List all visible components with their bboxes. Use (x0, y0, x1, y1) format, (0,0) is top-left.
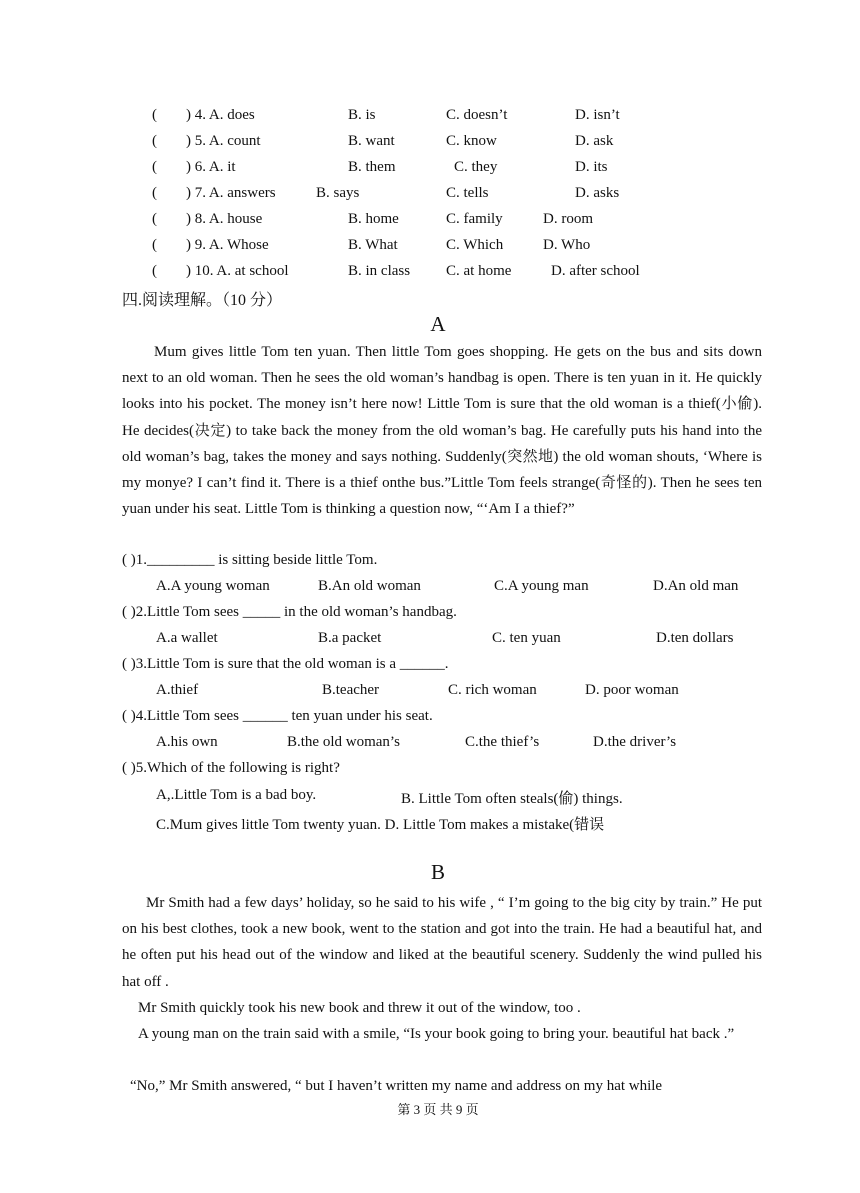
answer-paren: ( (152, 133, 157, 149)
option-c: C. they (454, 159, 498, 175)
option-b: B. want (348, 133, 395, 149)
option-d: D. isn’t (575, 107, 620, 123)
question-option: C.A young man (494, 578, 589, 594)
question-option: D.An old man (653, 578, 739, 594)
option-c: C. at home (446, 263, 512, 279)
question-option: B.the old woman’s (287, 734, 400, 750)
section-heading: 四.阅读理解。（10 分） (122, 292, 283, 309)
answer-paren: ( (152, 211, 157, 227)
question-stem: ( )3.Little Tom is sure that the old woman is a ______. (122, 656, 449, 672)
page-number-footer: 第 3 页 共 9 页 (397, 1102, 479, 1117)
option-b: B. them (348, 159, 396, 175)
passage-b-paragraph: “No,” Mr Smith answered, “ but I haven’t written my name and address on my hat while (130, 1078, 663, 1094)
option-b: B. What (348, 237, 398, 253)
answer-paren: ( (152, 237, 157, 253)
question-option: C. ten yuan (492, 630, 561, 646)
option-a: ) 4. A. does (186, 107, 255, 123)
passage-b-paragraph: Mr Smith quickly took his new book and threw it out of the window, too . (138, 1000, 581, 1016)
option-c: C. Which (446, 237, 504, 253)
option-b: B. in class (348, 263, 411, 279)
option-c: C. tells (446, 185, 489, 201)
option-a: ) 9. A. Whose (186, 237, 269, 253)
option-d: D. room (543, 211, 593, 227)
cloze-row (0, 185, 860, 209)
question-option: A,.Little Tom is a bad boy. (156, 787, 317, 803)
option-d: D. asks (575, 185, 620, 201)
passage-a-text: Mum gives little Tom ten yuan. Then little Tom goes shopping. He gets on the bus and sits down next to an old woman. Then he sees the old woman’s handbag is open. There is ten yuan in it. He quickly looks into his pocket. The money isn’t here now! Little Tom is sure that the old woman is a thief(小偷). He decides(决定) to take back the money from the old woman’s bag. He carefully puts his hand into the old woman’s bag, takes the money and says nothing. Suddenly(突然地) the old woman shouts, ‘Where is my monye? I can’t find it. There is a thief onthe bus.”Little Tom feels strange(奇怪的). Then he sees ten yuan under his seat. Little Tom is thinking a question now, “‘Am I a thief?” (122, 344, 762, 518)
question-option: A.thief (156, 682, 199, 698)
cloze-row (0, 211, 860, 235)
option-b: B. is (348, 107, 376, 123)
question-option: A.his own (156, 734, 218, 750)
cloze-row (0, 159, 860, 183)
question-option: B.a packet (318, 630, 382, 646)
question-option: C. rich woman (448, 682, 537, 698)
option-a: ) 8. A. house (186, 211, 263, 227)
option-a: ) 10. A. at school (186, 263, 289, 279)
question-stem: ( )1._________ is sitting beside little Tom. (122, 552, 378, 568)
answer-paren: ( (152, 107, 157, 123)
question-stem: ( )2.Little Tom sees _____ in the old woman’s handbag. (122, 604, 457, 620)
option-b: B. says (316, 185, 360, 201)
question-option: B.teacher (322, 682, 380, 698)
option-d: D. Who (543, 237, 591, 253)
passage-b-paragraph: Mr Smith had a few days’ holiday, so he said to his wife , “ I’m going to the big city by train.” He put on his best clothes, took a new book, went to the station and got into the train. He had a beautiful hat, and he often put his head out of the window and liked at the beautiful scenery. Suddenly the wind pulled his hat off . (122, 895, 762, 990)
cloze-row (0, 263, 860, 287)
question-option: A.a wallet (156, 630, 218, 646)
cloze-row (0, 107, 860, 131)
option-a: ) 5. A. count (186, 133, 261, 149)
option-d: D. its (575, 159, 608, 175)
question-option: A.A young woman (156, 578, 270, 594)
cloze-row (0, 237, 860, 261)
question-option: B.An old woman (318, 578, 421, 594)
passage-b-paragraph: A young man on the train said with a smile, “Is your book going to bring your. beautiful hat back .” (138, 1026, 735, 1042)
passage-b-letter: B (430, 860, 445, 884)
option-b: B. home (348, 211, 399, 227)
option-c: C. doesn’t (446, 107, 508, 123)
option-c: C. family (446, 211, 503, 227)
question-option: D.the driver’s (593, 734, 677, 750)
answer-paren: ( (152, 159, 157, 175)
option-a: ) 7. A. answers (186, 185, 276, 201)
answer-paren: ( (152, 185, 157, 201)
answer-paren: ( (152, 263, 157, 279)
question-option: D. poor woman (585, 682, 679, 698)
question-option: D.ten dollars (656, 630, 734, 646)
option-a: ) 6. A. it (186, 159, 236, 175)
question-option: B. Little Tom often steals(偷) things. (401, 791, 623, 807)
question-stem: ( )5.Which of the following is right? (122, 760, 340, 776)
passage-a-letter: A (430, 312, 446, 336)
question-option: C.the thief’s (465, 734, 540, 750)
question-stem: ( )4.Little Tom sees ______ ten yuan under his seat. (122, 708, 433, 724)
question-option: C.Mum gives little Tom twenty yuan. D. Little Tom makes a mistake(错误 (156, 817, 605, 833)
cloze-row (0, 133, 860, 157)
option-d: D. ask (575, 133, 614, 149)
option-c: C. know (446, 133, 497, 149)
option-d: D. after school (551, 263, 640, 279)
